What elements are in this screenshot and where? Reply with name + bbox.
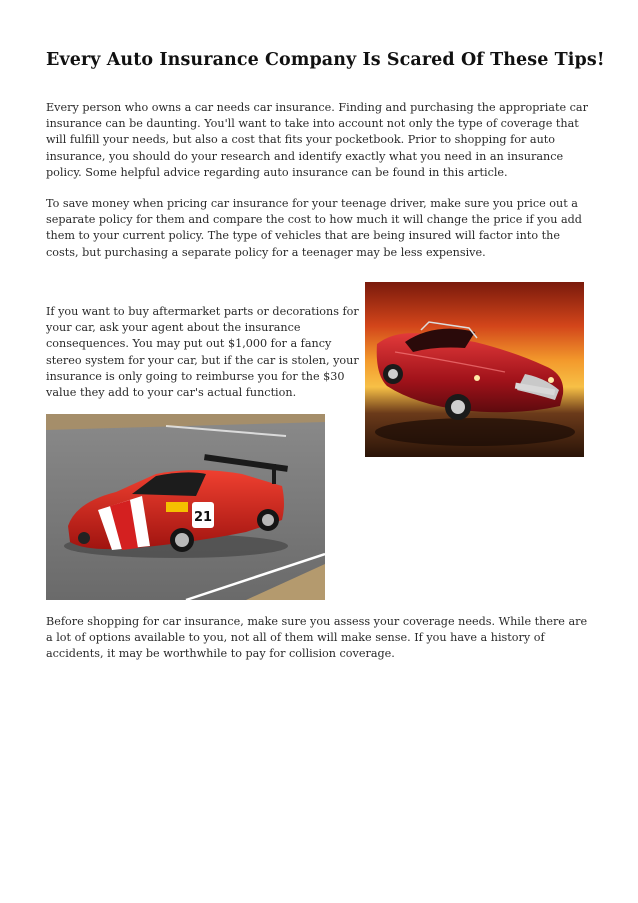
paragraph-intro: Every person who owns a car needs car insurance. Finding and purchasing the appropriate car insurance can be daunting. You'll want to take into account not only the type of coverage that will fulfill your needs, but also a cost that fits your pocketbook. Prior to shopping for auto insurance, you should do your research and identify exactly what you need in an insurance policy. Some helpful advice regarding auto insurance can be found in this article. — [46, 101, 588, 179]
red-convertible-icon — [365, 282, 584, 457]
race-car-icon — [46, 414, 325, 600]
page-title: Every Auto Insurance Company Is Scared Of These Tips! — [46, 50, 605, 70]
race-car-photo — [46, 414, 325, 600]
classic-car-photo — [365, 282, 584, 457]
paragraph-aftermarket: If you want to buy aftermarket parts or decorations for your car, ask your agent about the insurance consequences. You may put out $1,000 for a fancy stereo system for your car, but if the car is stolen, your insurance is only going to reimburse you for the $30 value they add to your car's actual function. — [46, 305, 359, 400]
race-number-label: 21 — [193, 510, 213, 525]
paragraph-coverage-needs: Before shopping for car insurance, make sure you assess your coverage needs. While there are a lot of options available to you, not all of them will make sense. If you have a history of accidents, it may be worthwhile to pay for collision coverage. — [46, 615, 588, 661]
paragraph-teen-driver: To save money when pricing car insurance for your teenage driver, make sure you price out a separate policy for them and compare the cost to how much it will change the price if you add them to your current policy. The type of vehicles that are being insured will factor into the costs, but purchasing a separate policy for a teenager may be less expensive. — [46, 197, 582, 259]
